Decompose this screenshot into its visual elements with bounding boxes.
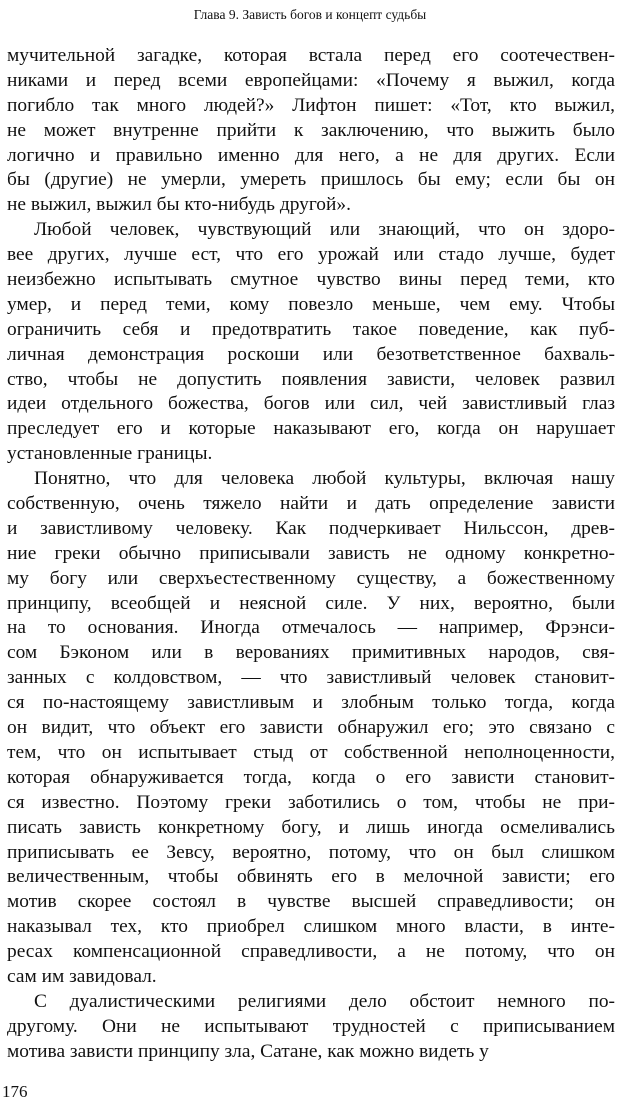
page-number: 176	[2, 1082, 28, 1101]
text-line: которая обнаруживается тогда, когда о его зависти становит-	[7, 766, 615, 788]
text-line: сом Бэконом или в верованиях примитивных народов, свя-	[7, 642, 615, 664]
text-line: мотив скорее состоял в чувстве высшей справедливости; он	[7, 891, 615, 913]
text-line: ся известно. Поэтому греки заботились о том, чтобы не при-	[7, 791, 615, 813]
text-line: ограничить себя и предотвратить такое поведение, как пуб-	[7, 318, 615, 340]
text-line: другому. Они не испытывают трудностей с приписыванием	[7, 1015, 615, 1037]
text-line: и завистливому человеку. Как подчеркивает Нильссон, древ-	[7, 517, 615, 539]
paragraph	[7, 467, 615, 990]
text-line: наказывал тех, кто приобрел слишком много власти, в инте-	[7, 916, 615, 938]
text-line: приписывать ее Зевсу, вероятно, потому, что он был слишком	[7, 841, 615, 863]
text-line: принципу, всеобщей и неясной силе. У них, вероятно, были	[7, 592, 615, 614]
paragraph	[7, 44, 615, 218]
text-line: бы (другие) не умерли, умереть пришлось бы ему; если бы он	[7, 169, 615, 191]
text-line: не может внутренне прийти к заключению, что выжить было	[7, 119, 615, 141]
text-line: величественным, чтобы обвинять его в мелочной зависти; его	[7, 866, 615, 888]
text-line: писать зависть конкретному богу, и лишь иногда осмеливались	[7, 816, 615, 838]
text-line: умер, и перед теми, кому повезло меньше, чем ему. Чтобы	[7, 293, 615, 315]
text-line: погибло так много людей?» Лифтон пишет: «Тот, кто выжил,	[7, 94, 615, 116]
text-line: на то основания. Иногда отмечалось — например, Фрэнси-	[7, 617, 615, 639]
text-line: собственную, очень тяжело найти и дать определение зависти	[7, 493, 615, 515]
text-line: установленные границы.	[7, 443, 213, 465]
paragraph	[7, 218, 615, 467]
text-line: ние греки обычно приписывали зависть не одному конкретно-	[7, 542, 615, 564]
text-line: мотива зависти принципу зла, Сатане, как можно видеть у	[7, 1040, 489, 1062]
text-line: ресах компенсационной справедливости, а не потому, что он	[7, 941, 615, 963]
text-line: занных с колдовством, — что завистливый человек становит-	[7, 667, 615, 689]
text-line: С дуалистическими религиями дело обстоит немного по-	[34, 990, 615, 1012]
paragraph	[7, 990, 615, 1065]
text-line: ся по-настоящему завистливым и злобным только тогда, когда	[7, 692, 615, 714]
text-line: никами и перед всеми европейцами: «Почему я выжил, когда	[7, 69, 615, 91]
text-line: Понятно, что для человека любой культуры, включая нашу	[34, 468, 615, 490]
text-line: му богу или сверхъестественному существу, а божественному	[7, 567, 615, 589]
text-line: Любой человек, чувствующий или знающий, что он здоро-	[34, 219, 615, 241]
text-line: тем, что он испытывает стыд от собственной неполноценности,	[7, 741, 615, 763]
text-line: неизбежно испытывать смутное чувство вины перед теми, кто	[7, 269, 615, 291]
text-line: не выжил, выжил бы кто-нибудь другой».	[7, 194, 351, 216]
text-line: сам им завидовал.	[7, 965, 157, 987]
text-line: идеи отдельного божества, богов или сил, чей завистливый глаз	[7, 393, 615, 415]
text-line: преследует его и которые наказывают его, когда он нарушает	[7, 418, 615, 440]
text-line: вее других, лучше ест, что его урожай или стадо лучше, будет	[7, 244, 615, 266]
running-header: Глава 9. Зависть богов и концепт судьбы	[193, 7, 427, 22]
text-line: логично и правильно именно для него, а не для других. Если	[7, 144, 615, 166]
body-text	[7, 44, 615, 1065]
text-line: личная демонстрация роскоши или безответственное бахваль-	[7, 343, 615, 365]
text-line: он видит, что объект его зависти обнаружил его; это связано с	[7, 717, 615, 739]
text-line: мучительной загадке, которая встала перед его соотечествен-	[7, 45, 615, 66]
text-line: ство, чтобы не допустить появления зависти, человек развил	[7, 368, 615, 390]
